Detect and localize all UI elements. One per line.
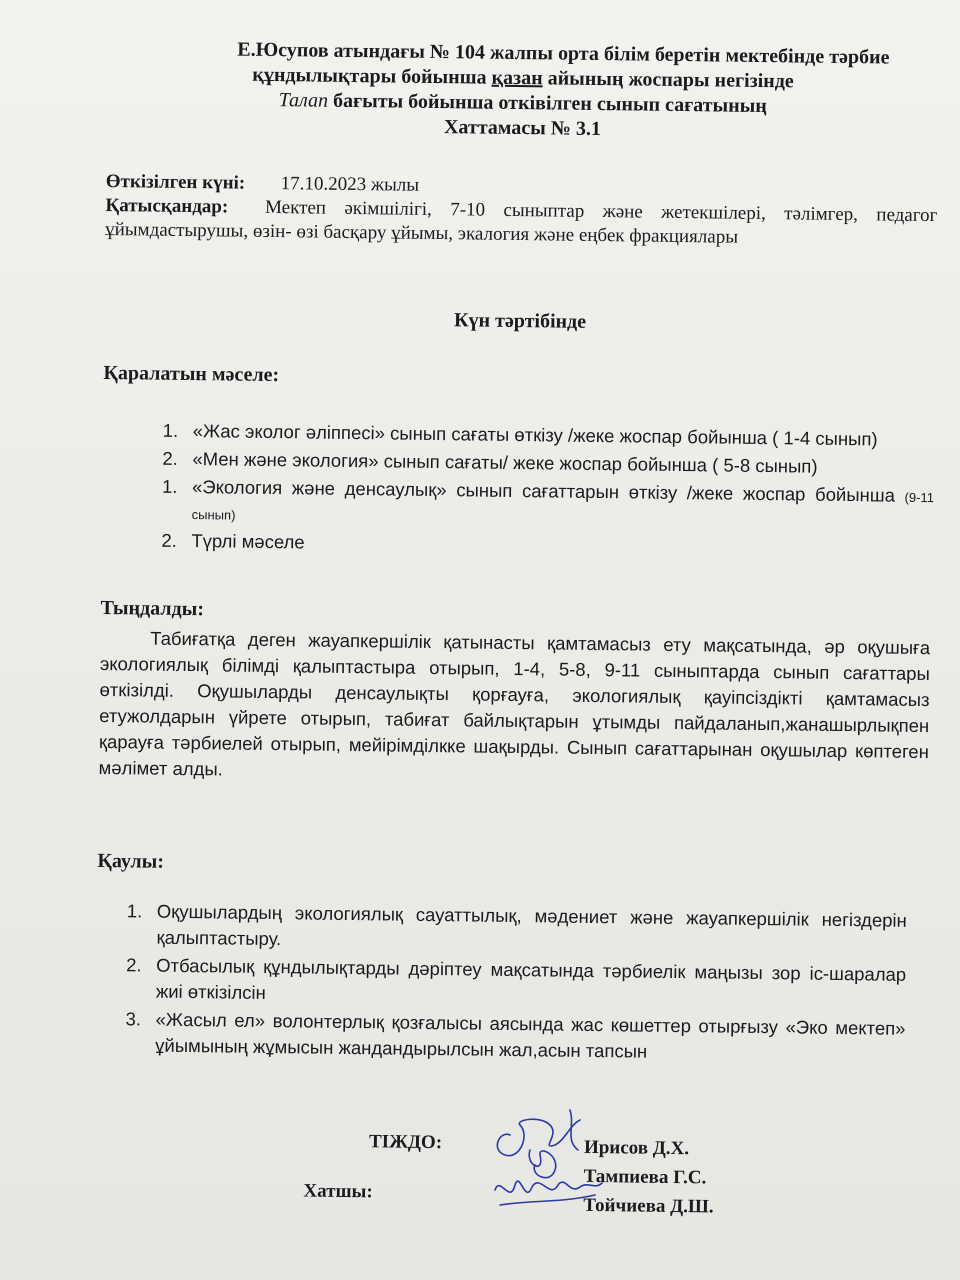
list-item-text: Оқушылардың экологиялық сауаттылық, мәдениет және жауапкершілік негіздерін қалыптастыру. <box>156 900 907 950</box>
meeting-meta <box>105 170 938 252</box>
heard-paragraph: Табиғатқа деген жауапкершілік қатынасты қамтамасыз ету мақсатында, әр оқушыға экологиялық білімді қалыптастыра отырып, 1-4, 5-8, 9-11 сыныптарда сынып сағаттары өткізілді. Оқушыларды денсаулықты қорғауға, экологиялық қауіпсіздікті қамтамасыз етужолдарын үйрете отырып, табиғат байлықтарын ұтымды пайдаланып,жанашырлықпен қарауға тәрбиелей отырып, мейірімділкке шақырды. Сынып сағаттарынан оқушылар көптеген мәлімет алды. <box>98 627 931 780</box>
signatory-name: Ирисов Д.Х. <box>583 1136 690 1160</box>
list-item <box>126 898 907 960</box>
list-item-number: 1. <box>162 419 179 441</box>
header-month: қазан <box>491 66 543 90</box>
header-line-3-rest: бағыты бойынша отківілген сынып сағатының <box>327 89 767 118</box>
issues-heading: Қаралатын мәселе: <box>103 361 280 387</box>
list-item-text: Отбасылық құндылықтарды дәріптеу мақсатында тәрбиелік маңызы зор іс-шаралар жиі өткізілсін <box>155 954 907 1004</box>
list-item-text: Түрлі мәселе <box>191 530 305 553</box>
decision-heading: Қаулы: <box>97 849 165 873</box>
header-line-2-start: құндылықтары бойынша <box>252 63 492 89</box>
list-item-text: «Жас эколог әліппесі» сынып сағаты өткізу /жеке жоспар бойынша ( 1-4 сынып) <box>192 420 878 450</box>
handwritten-signature <box>470 1095 610 1225</box>
list-item-number: 2. <box>126 954 142 976</box>
list-item-number: 2. <box>161 529 177 551</box>
header-line-2-end: айының жоспары негізінде <box>542 67 794 93</box>
list-item <box>126 952 907 1014</box>
tizhdo-label: ТІЖДО: <box>368 1131 443 1154</box>
list-item <box>125 1006 906 1068</box>
list-item-text: «Мен және экология» сынып сағаты/ жеке жоспар бойынша ( 5-8 сынып) <box>192 448 818 477</box>
header-direction: Талап <box>278 89 329 112</box>
header-line-1: Е.Юсупов атындағы № 104 жалпы орта білім беретін мектебінде тәрбие <box>237 38 890 69</box>
document-header <box>106 36 939 146</box>
signatory-name: Тойчиева Д.Ш. <box>583 1194 714 1218</box>
secretary-label: Хатшы: <box>303 1180 373 1203</box>
participants-row <box>105 194 938 252</box>
list-item-text: «Экология және денсаулық» сынып сағаттарын өткізу /жеке жоспар бойынша (9-11 сынып) <box>191 476 935 523</box>
decision-list <box>125 898 907 1070</box>
signatory-name: Тампиева Г.С. <box>583 1165 707 1189</box>
heard-heading: Тыңдалды: <box>100 596 205 621</box>
document-content <box>97 0 940 1218</box>
list-item-text: «Жасыл ел» волонтерлық қозғалысы аясында жас көшеттер отырғызу «Эко мектеп» ұйымының жұмысын жандандырылсын жал,асын тапсын <box>155 1008 906 1062</box>
participants-label: Қатысқандар: <box>105 194 229 218</box>
list-item-number: 3. <box>125 1008 142 1030</box>
list-item <box>162 475 935 536</box>
list-item-number: 1. <box>126 900 143 922</box>
issues-list <box>161 419 935 566</box>
agenda-title: Күн тәртібінде <box>453 309 587 333</box>
date-label: Өткізілген күні: <box>105 170 246 194</box>
protocol-title: Хаттамасы № 3.1 <box>443 116 602 141</box>
participants-value: Мектеп әкімшілігі, 7-10 сыныптар және жетекшілері, тәлімгер, педагог ұйымдастырушы, өзін- өзі басқару ұйымы, экалогия және еңбек фракциялары <box>105 196 938 248</box>
date-value: 17.10.2023 жылы <box>280 173 420 196</box>
list-item-number: 1. <box>161 475 178 497</box>
list-item-number: 2. <box>162 447 178 469</box>
